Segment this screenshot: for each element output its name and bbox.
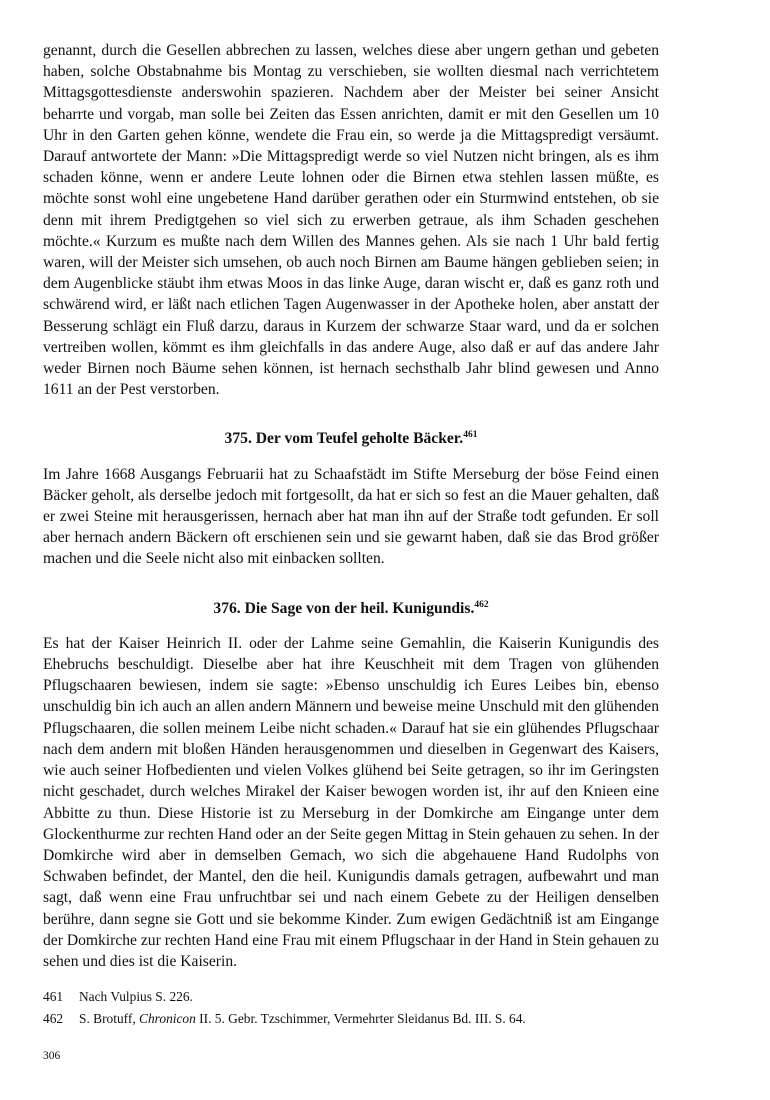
footnotes [43, 986, 659, 1030]
footnote-number: 461 [43, 989, 64, 1004]
heading-text: 375. Der vom Teufel geholte Bäcker. [224, 430, 464, 448]
paragraph-continuation: genannt, durch die Gesellen abbrechen zu lassen, welches diese aber ungern gethan und gebeten haben, solche Obstabnahme bis Montag zu verschieben, sie wollten diesmal nach verrichtetem Mittagsgottesdienste anderswohin spazieren. Nachdem aber der Meister bei seiner Ansicht beharrte und vorgab, man solle bei Zeiten das Essen anrichten, damit er mit den Gesellen um 10 Uhr in den Garten gehen könne, wendete die Frau ein, so werde ja die Mittagspredigt versäumt. Darauf antwortete der Mann: »Die Mittagspredigt werde so viel Nutzen nicht bringen, als es ihm schaden könne, wenn er andere Leute lohnen oder die Birnen etwa stehlen lassen müßte, es möchte sonst wohl eine ungebetene Hand darüber gerathen oder ein Sturmwind entstehen, ob sie denn mit ihrem Predigtgehen so viel sich zu erwerben getraue, als ihm Schaden geschehen möchte.« Kurzum es mußte nach dem Willen des Mannes gehen. Als sie nach 1 Uhr bald fertig waren, will der Meister sich umsehen, ob auch noch Birnen am Baume hängen geblieben seien; in dem Augenblicke stäubt ihm etwas Moos in das linke Auge, daran wischt er, daß es ganz roth und schwärend wird, er läßt nach etlichen Tagen Augenwasser in der Apotheke holen, aber anstatt der Besserung schlägt ein Fluß darzu, daraus in Kurzem der schwarze Staar ward, und da er solchen vertreiben wollen, kömmt es ihm gleichfalls in das andere Auge, also daß er auf das andere Jahr weder Birnen noch Bäume sehen können, ist hernach sechsthalb Jahr blind gewesen und Anno 1611 an der Pest verstorben. [43, 42, 659, 399]
page-body [43, 40, 659, 972]
footnote-ref-461[interactable]: 461 [463, 430, 478, 441]
footnote-title-italic: Chronicon [139, 1011, 196, 1026]
footnote-text: Nach Vulpius S. 226. [79, 989, 193, 1004]
paragraph-baecker: Im Jahre 1668 Ausgangs Februarii hat zu Schaafstädt im Stifte Merseburg der böse Feind einen Bäcker geholt, als derselbe jedoch mit fortgesollt, da hat er sich so fest an die Mauer gehalten, daß er zwei Steine mit herausgerissen, hernach aber hat man ihn auf der Straße todt gefunden. Er soll aber hernach andern Bäckern oft erschienen sein und sie gewarnt haben, daß sie das Brod größer machen und die Seele nicht also mit einbacken sollten. [43, 465, 659, 568]
section-heading-375 [43, 428, 659, 449]
paragraph-kunigundis: Es hat der Kaiser Heinrich II. oder der Lahme seine Gemahlin, die Kaiserin Kunigundis des Ehebruchs beschuldigt. Dieselbe aber hat ihre Keuschheit mit dem Tragen von glühenden Pflugschaaren bewiesen, indem sie sagte: »Ebenso unschuldig ich Eures Leibes bin, ebenso unschuldig bin ich auch an allen andern Männern und beweise meine Unschuld mit den glühenden Pflugschaaren, die sollen meinem Leibe nicht schaden.« Darauf hat sie ein glühendes Pflugschaar nach dem andern mit bloßen Händen herausgenommen und dieselben in Gegenwart des Kaisers, wie auch seiner Hofbedienten und vielen Volkes glühend bei Seite getragen, so ihr im Geringsten nicht geschadet, durch welches Mirakel der Kaiser bewogen worden ist, ihr auf den Knieen eine Abbitte zu thun. Diese Historie ist zu Merseburg in der Domkirche am Eingange unter dem Glockenthurme zur rechten Hand oder an der Seite gegen Mittag in Stein gehauen zu sehen. In der Domkirche wird aber in demselben Gemach, wo sich die abgehauene Hand Rudolphs von Schwaben befindet, der Mantel, den die heil. Kunigundis damals getragen, aufbewahrt und man sagt, daß wenn eine Frau unfruchtbar sei und nach einem Gebete zu der Heiligen denselben berühre, dann segne sie Gott und sie bekomme Kinder. Zum ewigen Gedächtniß ist am Eingange der Domkirche zur rechten Hand eine Frau mit einem Pflugschaar in der Hand in Stein gehauen zu sehen und dies ist die Kaiserin. [43, 634, 659, 970]
footnote-462 [43, 1008, 659, 1030]
section-heading-376 [43, 598, 659, 619]
footnote-461 [43, 986, 659, 1008]
page-number: 306 [43, 1050, 61, 1062]
heading-text: 376. Die Sage von der heil. Kunigundis. [213, 599, 475, 617]
footnote-text-rest: II. 5. Gebr. Tzschimmer, Vermehrter Sleidanus Bd. III. S. 64. [195, 1011, 526, 1026]
footnote-text: S. Brotuff, [79, 1011, 140, 1026]
footnote-ref-462[interactable]: 462 [474, 599, 489, 610]
footnote-number: 462 [43, 1011, 64, 1026]
